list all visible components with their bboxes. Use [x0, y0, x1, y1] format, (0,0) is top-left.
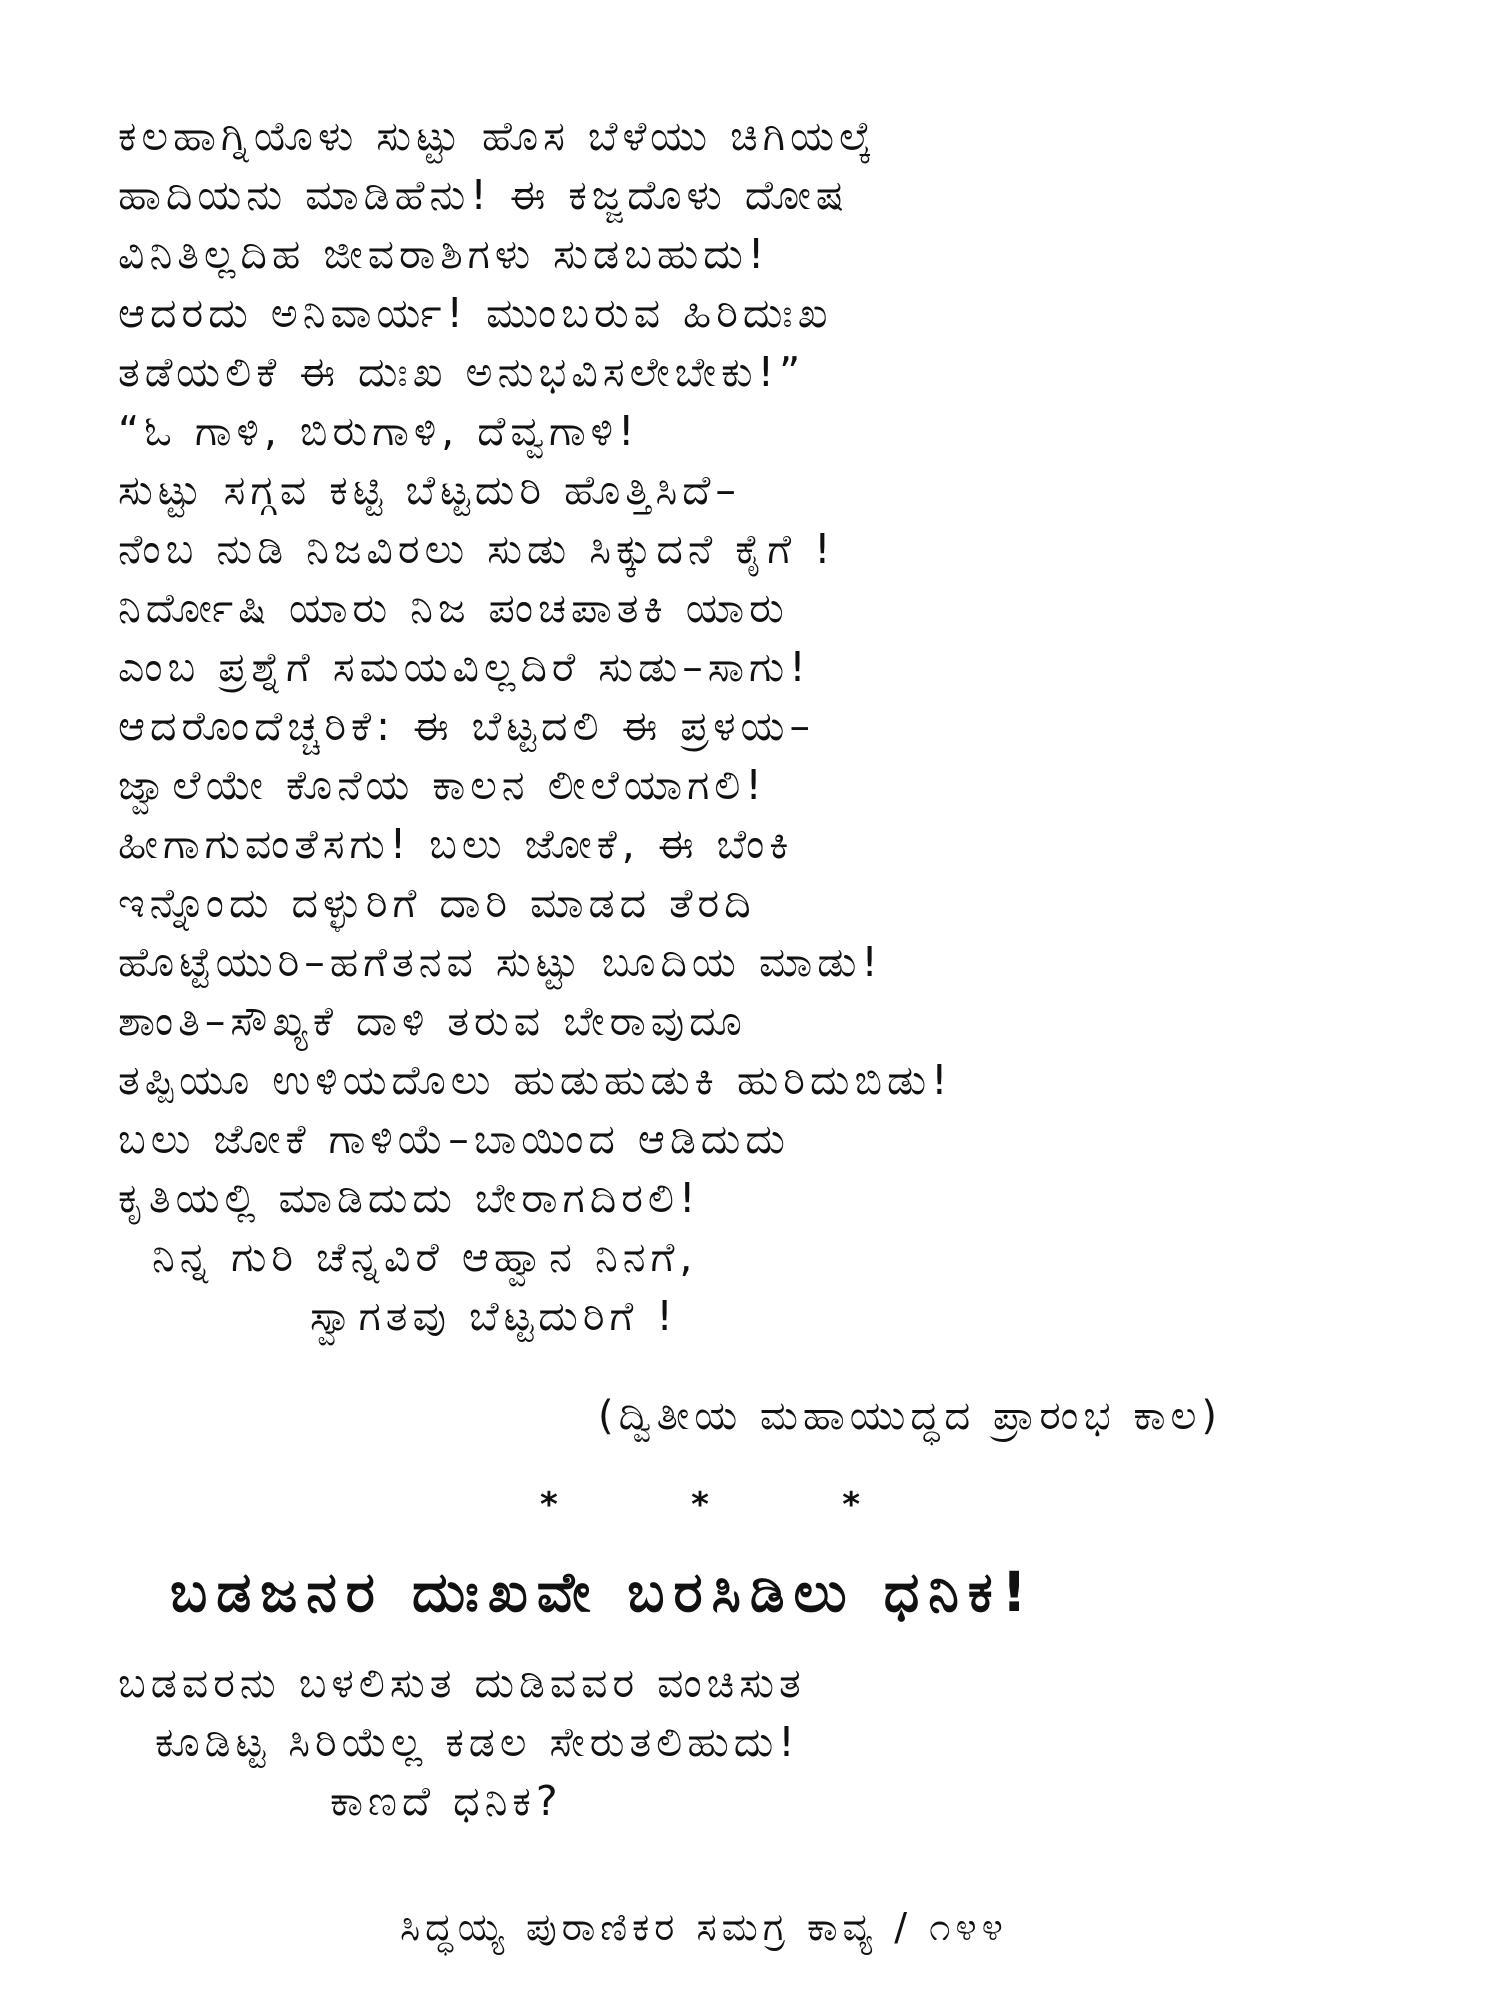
poem1-line-6: “ಓ ಗಾಳಿ, ಬಿರುಗಾಳಿ, ದೆವ್ವಗಾಳಿ!: [118, 407, 640, 455]
poem2-title: ಬಡಜನರ ದುಃಖವೇ ಬರಸಿಡಿಲು ಧನಿಕ!: [170, 1560, 1036, 1624]
poem1-line-14: ಇನ್ನೊಂದು ದಳ್ಳುರಿಗೆ ದಾರಿ ಮಾಡದ ತೆರದಿ: [118, 879, 756, 927]
poem1-line-10: ಎಂಬ ಪ್ರಶ್ನೆಗೆ ಸಮಯವಿಲ್ಲದಿರೆ ಸುಡು–ಸಾಗು!: [118, 643, 811, 691]
poem1-line-15: ಹೊಟ್ಟೆಯುರಿ–ಹಗೆತನವ ಸುಟ್ಟು ಬೂದಿಯ ಮಾಡು!: [118, 938, 883, 986]
section-separator: [540, 1485, 860, 1525]
poem1-line-2: ಹಾದಿಯನು ಮಾಡಿಹೆನು! ಈ ಕಜ್ಜದೊಳು ದೋಷ: [118, 171, 849, 219]
poem1-line-11: ಆದರೊಂದೆಚ್ಚರಿಕೆ: ಈ ಬೆಟ್ಟದಲಿ ಈ ಪ್ರಳಯ–: [118, 702, 815, 750]
poem1-line-9: ನಿರ್ದೋಷಿ ಯಾರು ನಿಜ ಪಂಚಪಾತಕಿ ಯಾರು: [118, 584, 789, 632]
poem1-line-3: ವಿನಿತಿಲ್ಲದಿಹ ಜೀವರಾಶಿಗಳು ಸುಡಬಹುದು!: [118, 230, 770, 278]
separator-star: *: [691, 1485, 709, 1525]
poem1-line-12: ಜ್ವಾಲೆಯೇ ಕೊನೆಯ ಕಾಲನ ಲೀಲೆಯಾಗಲಿ!: [118, 761, 767, 809]
poem1-line-8: ನೆಂಬ ನುಡಿ ನಿಜವಿರಲು ಸುಡು ಸಿಕ್ಕುದನೆ ಕೈಗೆ !: [118, 525, 836, 573]
poem1-line-7: ಸುಟ್ಟು ಸಗ್ಗವ ಕಟ್ಟಿ ಬೆಟ್ಟದುರಿ ಹೊತ್ತಿಸಿದೆ–: [118, 466, 741, 514]
separator-star: *: [842, 1485, 860, 1525]
poem1-line-18: ಬಲು ಜೋಕೆ ಗಾಳಿಯೆ–ಬಾಯಿಂದ ಆಡಿದುದು: [118, 1115, 790, 1163]
poem1-line-13: ಹೀಗಾಗುವಂತೆಸಗು! ಬಲು ಜೋಕೆ, ಈ ಬೆಂಕಿ: [118, 820, 794, 868]
poem2-line-1: ಬಡವರನು ಬಳಲಿಸುತ ದುಡಿವವರ ವಂಚಿಸುತ: [118, 1659, 806, 1707]
poem1-line-21: ಸ್ವಾಗತವು ಬೆಟ್ಟದುರಿಗೆ !: [310, 1292, 678, 1340]
poem1-line-17: ತಪ್ಪಿಯೂ ಉಳಿಯದೊಲು ಹುಡುಹುಡುಕಿ ಹುರಿದುಬಿಡು!: [118, 1056, 953, 1104]
separator-star: *: [540, 1485, 558, 1525]
poem1-line-1: ಕಲಹಾಗ್ನಿಯೊಳು ಸುಟ್ಟು ಹೊಸ ಬೆಳೆಯು ಚಿಗಿಯಲ್ಕೆ: [118, 112, 877, 160]
poem1-line-20: ನಿನ್ನ ಗುರಿ ಚೆನ್ನವಿರೆ ಆಹ್ವಾನ ನಿನಗೆ,: [152, 1233, 698, 1281]
poem1-line-4: ಆದರದು ಅನಿವಾರ್ಯ! ಮುಂಬರುವ ಹಿರಿದುಃಖ: [118, 289, 833, 337]
poem2-line-3: ಕಾಣದೆ ಧನಿಕ?: [330, 1777, 563, 1825]
poem1-line-19: ಕೃತಿಯಲ್ಲಿ ಮಾಡಿದುದು ಬೇರಾಗದಿರಲಿ!: [118, 1174, 701, 1222]
page-footer: ಸಿದ್ಧಯ್ಯ ಪುರಾಣಿಕರ ಸಮಗ್ರ ಕಾವ್ಯ / ೧೪೪: [400, 1905, 1008, 1949]
poem1-attribution: (ದ್ವಿತೀಯ ಮಹಾಯುದ್ಧದ ಪ್ರಾರಂಭ ಕಾಲ): [598, 1393, 1223, 1439]
poem1-line-16: ಶಾಂತಿ–ಸೌಖ್ಯಕೆ ದಾಳಿ ತರುವ ಬೇರಾವುದೂ: [118, 997, 747, 1045]
poem1-line-5: ತಡೆಯಲಿಕೆ ಈ ದುಃಖ ಅನುಭವಿಸಲೇಬೇಕು!”: [118, 348, 806, 396]
poem2-line-2: ಕೂಡಿಟ್ಟ ಸಿರಿಯೆಲ್ಲ ಕಡಲ ಸೇರುತಲಿಹುದು!: [155, 1718, 800, 1766]
